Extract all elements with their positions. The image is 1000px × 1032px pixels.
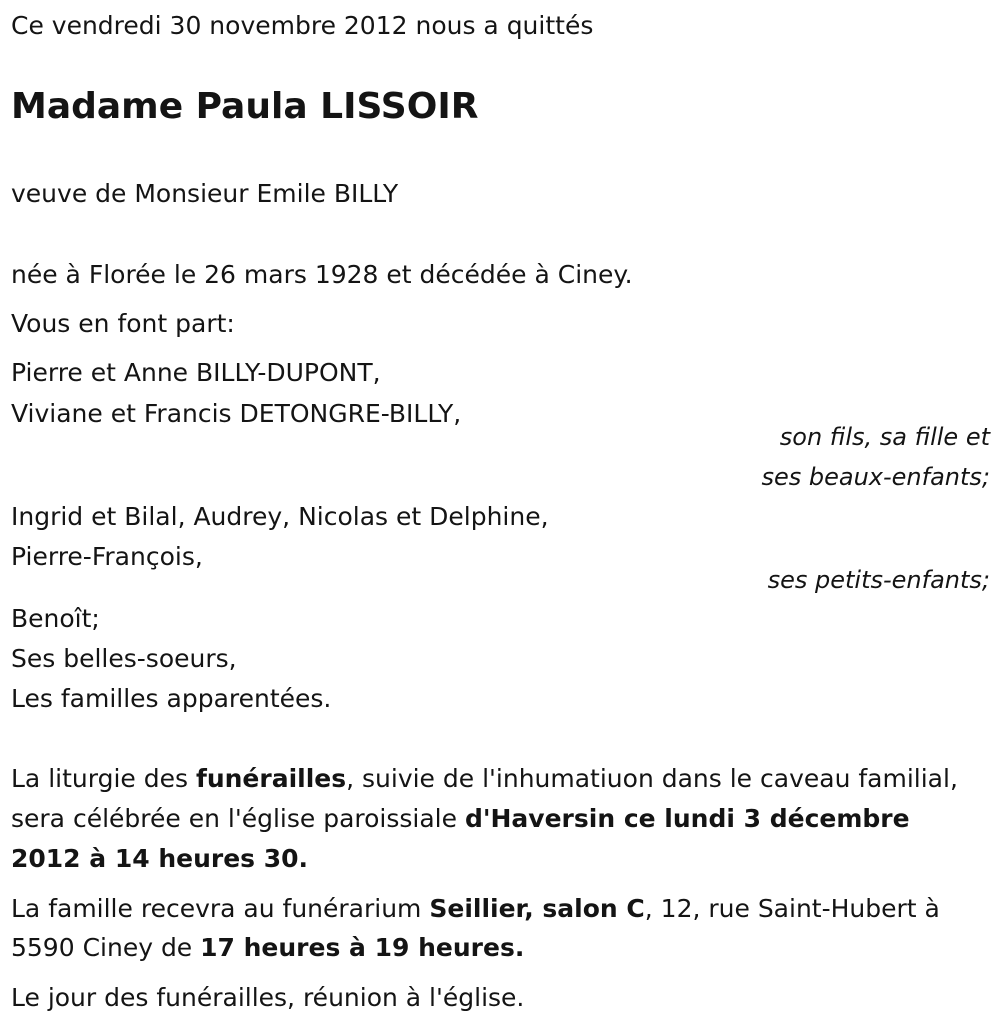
funeral-line-2: sera célébrée en l'église paroissiale d'Haversin ce lundi 3 décembre	[11, 804, 910, 833]
children-role-1: son fils, sa fille et	[779, 423, 990, 451]
widow-of: veuve de Monsieur Emile BILLY	[11, 179, 399, 208]
deceased-name: Madame Paula LISSOIR	[11, 86, 479, 127]
grandchild-line-2: Pierre-François,	[11, 542, 203, 571]
other-line-3: Les familles apparentées.	[11, 684, 332, 713]
meeting-line: Le jour des funérailles, réunion à l'église.	[11, 983, 525, 1012]
child-line-1: Pierre et Anne BILLY-DUPONT,	[11, 358, 381, 387]
child-line-2: Viviane et Francis DETONGRE-BILLY,	[11, 399, 462, 428]
grandchild-line-1: Ingrid et Bilal, Audrey, Nicolas et Delphine,	[11, 502, 549, 531]
reception-line-1: La famille recevra au funérarium Seillier, salon C, 12, rue Saint-Hubert à	[11, 894, 940, 923]
grandchildren-role: ses petits-enfants;	[767, 566, 990, 594]
other-line-1: Benoît;	[11, 604, 100, 633]
other-line-2: Ses belles-soeurs,	[11, 644, 237, 673]
reception-line-2: 5590 Ciney de 17 heures à 19 heures.	[11, 933, 525, 962]
birth-death: née à Florée le 26 mars 1928 et décédée à Ciney.	[11, 260, 633, 289]
family-intro: Vous en font part:	[11, 309, 235, 338]
funeral-line-3: 2012 à 14 heures 30.	[11, 844, 309, 873]
children-role-2: ses beaux-enfants;	[761, 463, 990, 491]
funeral-line-1: La liturgie des funérailles, suivie de l'inhumatiuon dans le caveau familial,	[11, 764, 958, 793]
date-line: Ce vendredi 30 novembre 2012 nous a quittés	[11, 11, 594, 40]
